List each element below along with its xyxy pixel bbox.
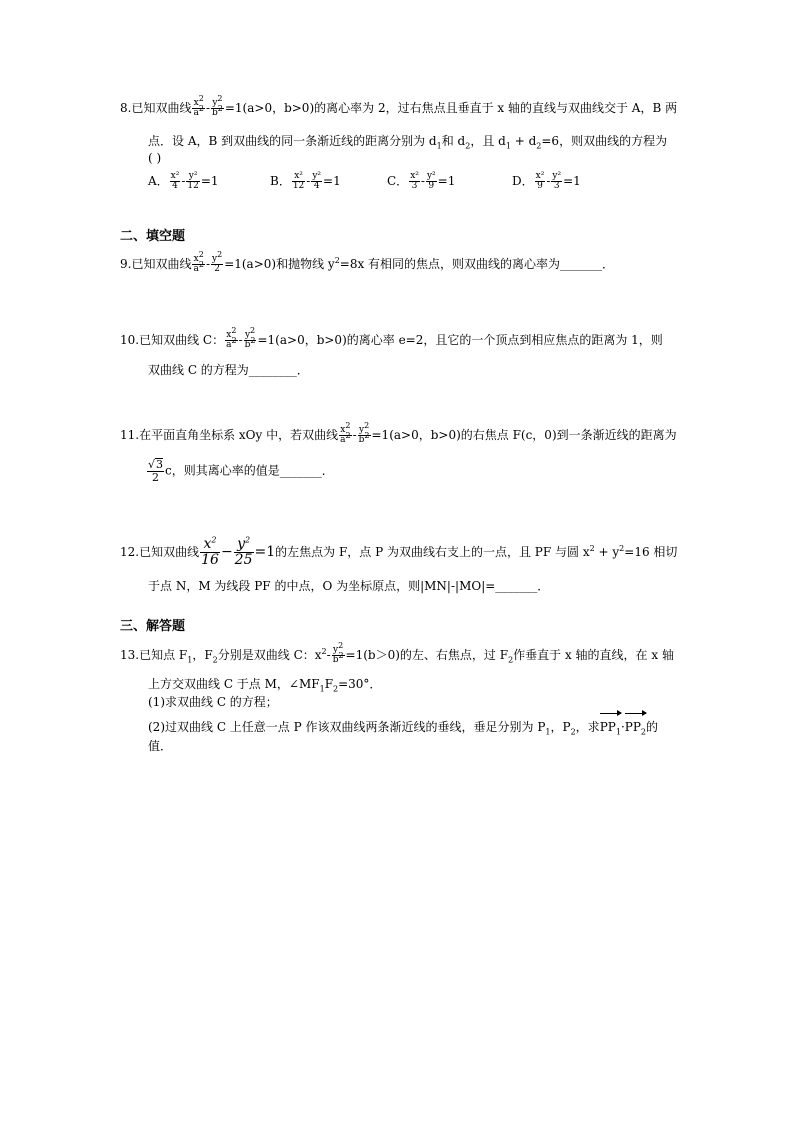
- q11-text-a: 在平面直角坐标系 xOy 中，若双曲线: [139, 428, 339, 442]
- frac-num: x²: [294, 171, 303, 181]
- q9-text-c: =8x 有相同的焦点，则双曲线的离心率为_______．: [339, 257, 615, 271]
- q8-option-a[interactable]: A． $\frac{\text{x²}}{4}$ - $\frac{\text{y²}}{12}$ =1: [148, 171, 219, 191]
- option-tail: =1: [563, 174, 581, 188]
- q8-number: 8.: [120, 101, 132, 115]
- frac-den: 4: [313, 181, 320, 191]
- q8-text-c: 点．设 A，B 到双曲线的同一条渐近线的距离分别为 d: [148, 134, 437, 148]
- q13-text-e: 作垂直于 x 轴的直线，在 x 轴: [513, 648, 674, 662]
- frac-den: 12: [187, 181, 199, 191]
- q13-text-b: ，F: [192, 648, 213, 662]
- q8-option-d[interactable]: D． $\frac{\text{x²}}{9}$ - $\frac{\text{y²}}{3}$ =1: [512, 171, 581, 191]
- q13-text-k: ，求: [575, 720, 600, 734]
- q11-number: 11.: [120, 428, 140, 442]
- q13-text-g: F: [324, 677, 334, 691]
- vector-pp1: $PP_1$: [599, 720, 621, 737]
- q8-frac-y: $\frac{y^2}{b^2}$: [212, 94, 223, 118]
- section-heading-fill: 二、填空题: [120, 229, 186, 244]
- q12-number: 12.: [120, 545, 140, 559]
- q11-text-b: =1(a>0，b>0)的右焦点 F(c，0)到一条渐近线的距离为: [371, 428, 677, 442]
- q11-sqrt-frac: $\frac{√3}{2}$: [148, 458, 164, 484]
- q8-text-d: 和 d: [441, 134, 466, 148]
- q12-frac-y: $\frac{y^2}{25}$: [234, 535, 253, 568]
- q13-line3: (1)求双曲线 C 的方程；: [148, 695, 278, 709]
- q13-line5: 值．: [148, 739, 173, 753]
- frac-num: x²: [410, 171, 419, 181]
- frac-den: 12: [292, 181, 305, 191]
- option-label: C．: [387, 174, 409, 188]
- q11-text-c: c，则其离心率的值是_______．: [165, 463, 334, 478]
- q8-text-b: =1(a>0，b>0)的离心率为 2，过右焦点且垂直于 x 轴的直线与双曲线交于 A，B 两: [224, 101, 678, 115]
- option-label: B．: [270, 174, 291, 188]
- frac-den: 4: [172, 181, 178, 191]
- q8-text-e: ，且 d: [470, 134, 506, 148]
- q12-frac-x: $\frac{x^2}{16}$: [201, 535, 219, 568]
- frac-num: x²: [170, 171, 180, 181]
- q12-text-b: 的左焦点为 F，点 P 为双曲线右支上的一点，且 PF 与圆 x: [275, 545, 590, 559]
- q9-text-a: 已知双曲线: [131, 257, 192, 271]
- q12-text-a: 已知双曲线: [139, 545, 200, 559]
- frac-num: y²: [188, 171, 198, 181]
- q13-line2: 上方交双曲线 C 于点 M，$\angle MF_1F_2=30^\circ$．: [148, 677, 382, 694]
- frac-den: 9: [537, 181, 543, 191]
- frac-den: 9: [428, 181, 435, 191]
- q13-number: 13.: [120, 648, 140, 662]
- q8-line2: 点．设 A，B 到双曲线的同一条渐近线的距离分别为 $d_1$和 $d_2$，且 $d_1 + d_2=6$，则双曲线的方程为: [148, 134, 668, 151]
- frac-num: y²: [426, 171, 436, 181]
- option-tail: =1: [323, 174, 341, 188]
- q8-line3: ( ): [148, 151, 162, 165]
- q10-line1: 10.已知双曲线 C： $\frac{x^2}{a^2}$ - $\frac{y^2}{b^2}$ =1(a>0，b>0)的离心率 e=2，且它的一个顶点到相应焦点的距离为 1，则: [120, 326, 663, 350]
- option-label: A．: [148, 174, 169, 188]
- q13-text-dot: ·: [620, 720, 625, 734]
- q13-text-j: ，P: [550, 720, 571, 734]
- q12-line2: 于点 N，M 为线段 PF 的中点，O 为坐标原点，则|MN|-|MO|=_______．: [148, 579, 550, 593]
- q8-option-b[interactable]: B． $\frac{\text{x²}}{12}$ - $\frac{\text{y²}}{4}$ =1: [270, 171, 341, 191]
- q13-text-f: 上方交双曲线 C 于点 M，∠MF: [148, 677, 320, 691]
- q10-text-b: =1(a>0，b>0)的离心率 e=2，且它的一个顶点到相应焦点的距离为 1，则: [257, 333, 663, 347]
- q12-text-d: =16 相切: [624, 545, 678, 559]
- q9-number: 9.: [120, 257, 132, 271]
- q13-text-a: 已知点 F: [139, 648, 188, 662]
- q8-frac-x: $\frac{x^2}{a^2}$: [193, 94, 204, 118]
- option-tail: =1: [437, 174, 456, 188]
- q10-text-a: 已知双曲线 C：: [139, 333, 225, 347]
- q13-line4: (2)过双曲线 C 上任意一点 P 作该双曲线两条渐近线的垂线，垂足分别为 $P_1$，$P_2$，求$PP_1\cdot PP_2$的: [148, 720, 659, 737]
- q8-option-c[interactable]: C． $\frac{\text{x²}}{3}$ - $\frac{\text{y²}}{9}$ =1: [387, 171, 456, 191]
- q12-line1: 12.已知双曲线 $\frac{x^2}{16}$ − $\frac{y^2}{25}$ =1的左焦点为 F，点 P 为双曲线右支上的一点，且 PF 与圆 $x^2 + y^2=16$ 相切: [120, 535, 678, 568]
- q8-text-g: =6，则双曲线的方程为: [541, 134, 668, 148]
- q8-text-f: + d: [510, 134, 537, 148]
- option-tail: =1: [200, 174, 219, 188]
- q12-text-c: + y: [594, 545, 620, 559]
- q13-line1: 13.已知点 $F_1$，$F_2$分别是双曲线 C：$x^2-$ $\frac{y^2}{b^2}$ =1(b＞0)的左、右焦点，过 $F_2$作垂直于 x 轴的直线，在 x 轴: [120, 641, 674, 665]
- frac-num: y²: [552, 171, 562, 181]
- q8-line1: 8.已知双曲线 $\frac{x^2}{a^2}$ - $\frac{y^2}{b^2}$ =1(a>0，b>0)的离心率为 2，过右焦点且垂直于 x 轴的直线与双曲线交于 A，B 两: [120, 94, 678, 118]
- q8-text-a: 已知双曲线: [131, 101, 192, 115]
- frac-num: y²: [312, 171, 322, 181]
- q10-line2: 双曲线 C 的方程为________．: [148, 363, 309, 377]
- q13-text-c: 分别是双曲线 C：x: [217, 648, 322, 662]
- frac-num: x²: [535, 171, 545, 181]
- q10-number: 10.: [120, 333, 140, 347]
- q13-text-l: 的: [646, 720, 659, 734]
- q13-text-h: =30°．: [338, 677, 382, 691]
- section-heading-answer: 三、解答题: [120, 619, 186, 634]
- option-label: D．: [512, 174, 534, 188]
- q11-line2: [146, 458, 334, 484]
- vector-pp2: $PP_2$: [624, 720, 647, 737]
- q9-line1: 9.已知双曲线 $\frac{x^2}{a^2}$ - $\frac{y^2}{2}$ =1(a>0)和抛物线 $y^2=8x$ 有相同的焦点，则双曲线的离心率为_______．: [120, 250, 615, 274]
- q13-text-d: =1(b＞0)的左、右焦点，过 F: [345, 648, 509, 662]
- q11-line1: 11.在平面直角坐标系 xOy 中，若双曲线 $\frac{x^2}{a^2}$ - $\frac{y^2}{b^2}$ =1(a>0，b>0)的右焦点 F(c，0)到一条渐近线的距离为: [120, 421, 677, 445]
- frac-den: 3: [553, 181, 560, 191]
- frac-den: 3: [411, 181, 418, 191]
- q9-text-b: =1(a>0)和抛物线 y: [224, 257, 335, 271]
- q13-text-i: (2)过双曲线 C 上任意一点 P 作该双曲线两条渐近线的垂线，垂足分别为 P: [148, 720, 546, 734]
